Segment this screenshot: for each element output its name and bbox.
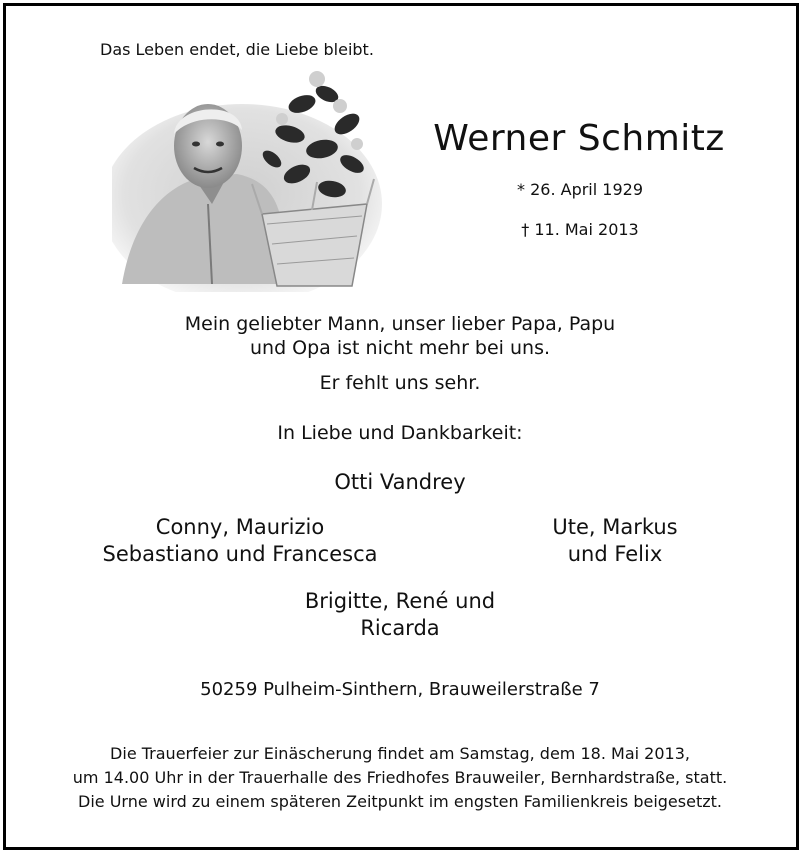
mourner-line: Ricarda	[360, 616, 440, 640]
mourner-group-left	[80, 514, 400, 568]
message-line: Mein geliebter Mann, unser lieber Papa, Papu	[184, 313, 616, 335]
mourner-group-right	[500, 514, 730, 568]
message-line: Er fehlt uns sehr.	[319, 372, 481, 394]
birth-date: * 26. April 1929	[517, 180, 643, 199]
mourner-line: und Felix	[567, 542, 663, 566]
funeral-notice	[40, 742, 760, 814]
mourner-spouse: Otti Vandrey	[334, 470, 466, 494]
notice-line: Die Urne wird zu einem späteren Zeitpunkt im engsten Familienkreis beigesetzt.	[78, 792, 722, 811]
mourner-line: Sebastiano und Francesca	[102, 542, 378, 566]
message-line: und Opa ist nicht mehr bei uns.	[249, 337, 551, 359]
motto: Das Leben endet, die Liebe bleibt.	[100, 40, 374, 59]
portrait-photo	[112, 64, 382, 292]
mourner-line: Ute, Markus	[552, 515, 678, 539]
deceased-name: Werner Schmitz	[433, 118, 725, 159]
mourner-group-middle	[250, 588, 550, 642]
notice-line: um 14.00 Uhr in der Trauerhalle des Friedhofes Brauweiler, Bernhardstraße, statt.	[72, 768, 728, 787]
notice-line: Die Trauerfeier zur Einäscherung findet am Samstag, dem 18. Mai 2013,	[110, 744, 690, 763]
mourner-line: Conny, Maurizio	[155, 515, 325, 539]
message-line: In Liebe und Dankbarkeit:	[277, 422, 523, 444]
mourner-line: Brigitte, René und	[304, 589, 496, 613]
death-date: † 11. Mai 2013	[521, 220, 639, 239]
address: 50259 Pulheim-Sinthern, Brauweilerstraße 7	[200, 679, 600, 700]
